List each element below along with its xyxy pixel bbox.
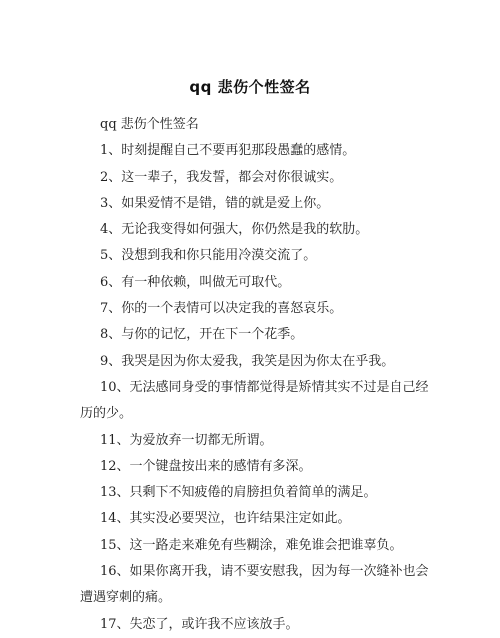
list-item: 15、这一路走来难免有些糊涂，难免谁会把谁辜负。 <box>100 537 403 553</box>
list-item: 7、你的一个表情可以决定我的喜怒哀乐。 <box>100 301 343 317</box>
list-item: 8、与你的记忆，开在下一个花季。 <box>100 327 304 343</box>
list-item-continuation: 遭遇穿刺的痛。 <box>80 590 172 606</box>
list-item: 10、无法感同身受的事情都觉得是矫情其实不过是自己经 <box>100 379 429 395</box>
list-item: 3、如果爱情不是错，错的就是爱上你。 <box>100 195 330 211</box>
list-item: 9、我哭是因为你太爱我，我笑是因为你太在乎我。 <box>100 353 395 369</box>
list-item: 5、没想到我和你只能用冷漠交流了。 <box>100 248 317 264</box>
signature-list <box>80 112 429 638</box>
list-item-continuation: 历的少。 <box>80 406 133 422</box>
list-item: 2、这一辈子，我发誓，都会对你很诚实。 <box>100 169 343 185</box>
list-item: 4、无论我变得如何强大，你仍然是我的软肋。 <box>100 222 369 238</box>
list-item: 17、失恋了，或许我不应该放手。 <box>100 616 299 632</box>
list-item: 12、一个键盘按出来的感情有多深。 <box>100 458 312 474</box>
list-item: 6、有一种依赖，叫做无可取代。 <box>100 274 291 290</box>
list-item: 1、时刻提醒自己不要再犯那段愚蠢的感情。 <box>100 143 356 159</box>
list-item: 11、为爱放弃一切都无所谓。 <box>100 432 273 448</box>
list-item: 13、只剩下不知疲倦的肩膀担负着简单的满足。 <box>100 485 377 501</box>
list-item: 14、其实没必要哭泣，也许结果注定如此。 <box>100 511 351 527</box>
list-item: 16、如果你离开我，请不要安慰我，因为每一次缝补也会 <box>100 564 429 580</box>
list-subtitle: qq 悲伤个性签名 <box>100 117 199 132</box>
page-title: qq 悲伤个性签名 <box>189 78 311 96</box>
